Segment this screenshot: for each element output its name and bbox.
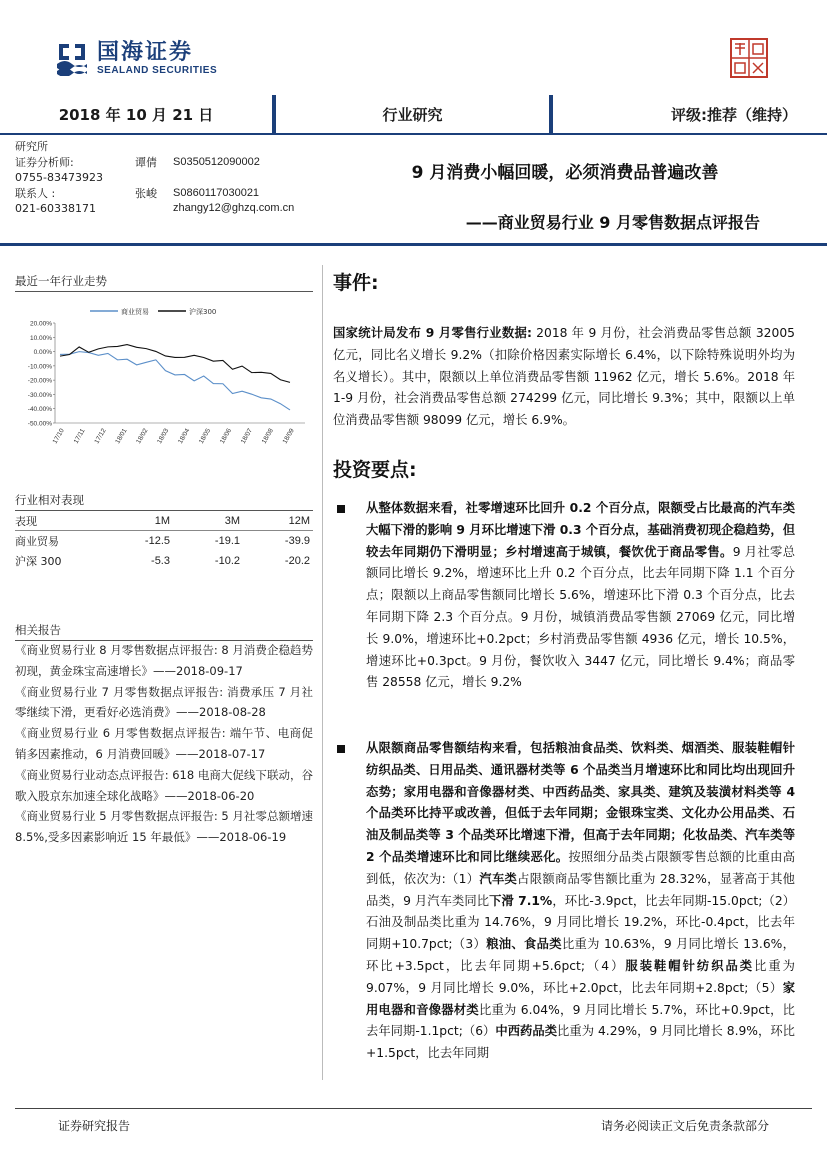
col-header: 1M — [154, 514, 170, 527]
point-1 — [333, 498, 795, 694]
bullet-square-icon — [337, 745, 345, 753]
point-2-text: 按照细分品类占限额零售总额的比重由高到低，依次为:（1） — [366, 849, 795, 886]
col-header: 表现 — [15, 514, 37, 528]
analyst-row — [15, 201, 325, 217]
column-divider — [322, 265, 323, 1080]
point-2-text: 占限额商品零售额比重为 28.32%，显著高于其他品类，9 月汽车类同比 — [366, 871, 795, 908]
point-2-bold-term: 服装鞋帽针纺织品类 — [625, 958, 755, 973]
y-tick-label: 20.00% — [29, 320, 52, 328]
analyst-row — [15, 186, 325, 202]
analyst-info — [15, 139, 325, 217]
cell-3m: -10.2 — [214, 555, 240, 567]
logo-chinese-name: 国海证券 — [97, 39, 194, 65]
footer-divider — [15, 1108, 812, 1109]
y-tick-label: 10.00% — [29, 334, 52, 342]
series-line-hs300 — [60, 345, 290, 383]
analyst-row — [15, 170, 325, 186]
related-reports-list — [15, 640, 313, 848]
point-2-bold-term: 下滑 7.1% — [489, 893, 553, 908]
cell-1m: -5.3 — [151, 555, 170, 567]
point-2-bold-term: 汽车类 — [479, 871, 518, 886]
point-2-text: 比重为 10.63%，9 月同比增长 13.6%，环比+3.5pct，比去年同期+5.6pct;（4） — [366, 937, 795, 973]
x-tick-label: 18/07 — [239, 427, 254, 446]
event-paragraph — [333, 323, 795, 432]
point-1-bold: 从整体数据来看，社零增速环比回升 0.2 个百分点，限额受占比最高的汽车类大幅下滑的影响 9 月环比增速下滑 0.3 个百分点，基础消费初现企稳趋势，但较去年同期仍下滑明显；乡村增速高于城镇，餐饮优于商品零售。 — [366, 501, 795, 559]
col-header: 3M — [224, 514, 240, 527]
x-tick-label: 18/09 — [281, 427, 296, 446]
x-tick-label: 18/03 — [156, 427, 171, 446]
analyst-phone: 021-60338171 — [15, 202, 96, 216]
x-tick-label: 18/02 — [135, 427, 150, 446]
footer-right: 请务必阅读正文后免责条款部分 — [600, 1119, 769, 1133]
legend-label: 沪深300 — [189, 308, 217, 316]
performance-heading: 行业相对表现 — [15, 492, 313, 511]
table-row — [15, 551, 313, 571]
x-tick-label: 17/10 — [51, 427, 66, 446]
analyst-id: S0860117030021 — [173, 186, 260, 199]
table-row — [15, 531, 313, 551]
report-type: 行业研究 — [276, 95, 549, 135]
performance-header-row — [15, 511, 313, 531]
x-tick-label: 18/04 — [177, 427, 192, 446]
cell-12m: -20.2 — [284, 555, 310, 567]
point-2-bold-term: 家用电器和音像器材类 — [366, 980, 795, 1017]
point-1-text: 9 月社零总额同比增长 9.2%，增速环比上升 0.2 个百分点，比去年同期下降 1.1 个百分点；限额以上商品零售额同比增长 5.6%，增速环比下滑 0.3 个百分点，比去年同期下降 2.3 个百分点。9 月份，城镇消费品零售额 27069 亿元，同比增长 9.0%，增速环比+0.2pct；乡村消费品零售额 4936 亿元，增长 10.5%，增速环比+0.3pct。9 月份，餐饮收入 3447 亿元，同比增长 9.4%；商品零售 28558 亿元，增长 9.2% — [366, 544, 795, 690]
event-heading: 事件: — [333, 272, 379, 294]
points-heading: 投资要点: — [333, 459, 417, 481]
rating-label: 评级:推荐（维持） — [553, 95, 827, 135]
related-report-item[interactable]: 《商业贸易行业 8 月零售数据点评报告: 8 月消费企稳趋势初现，黄金珠宝高速增长》——2018-09-17 — [15, 643, 313, 678]
related-report-item[interactable]: 《商业贸易行业动态点评报告: 618 电商大促线下联动，谷歌入股京东加速全球化战略》——2018-06-20 — [15, 767, 313, 803]
x-tick-label: 17/11 — [72, 427, 87, 445]
point-2-text: ，环比-3.9pct，比去年同期-15.0pct;（2）石油及制品类比重为 14.76%，9 月同比增长 19.2%，环比-0.4pct，比去年同期+10.7pct;（3） — [366, 893, 796, 952]
point-2-bold: 从限额商品零售额结构来看，包括粮油食品类、饮料类、烟酒类、服装鞋帽针纺织品类、日用品类、通讯器材类等 6 个品类当月增速环比和同比均出现回升态势；家用电器和音像器材类、中西药品类、家具类、建筑及装潢材料类等 4 个品类环比持平或改善，但低于去年同期；金银珠宝类、文化办公用品类、石油及制品类等 3 个品类环比增速下滑，但高于去年同期；化妆品类、汽车类等 2 个品类增速环比和同比继续恶化。 — [366, 741, 795, 864]
cell-3m: -19.1 — [214, 535, 240, 547]
analyst-name: 谭倩 — [135, 155, 157, 169]
company-logo — [55, 40, 217, 76]
analyst-role: 证券分析师: — [15, 155, 74, 169]
analyst-email[interactable]: zhangy12@ghzq.com.cn — [173, 202, 295, 215]
series-line-commerce — [60, 352, 290, 410]
related-heading: 相关报告 — [15, 622, 313, 641]
col-header: 12M — [288, 514, 310, 527]
legend-label: 商业贸易 — [121, 308, 149, 316]
header-bar — [0, 95, 827, 135]
analyst-phone: 0755-83473923 — [15, 171, 103, 185]
y-tick-label: -30.00% — [27, 391, 52, 399]
point-2-text: 比重为 4.29%，9 月同比增长 8.9%，环比+1.5pct，比去年同期 — [366, 1024, 795, 1061]
related-report-item[interactable]: 《商业贸易行业 7 月零售数据点评报告: 消费承压 7 月社零继续下滑，更看好必选消费》——2018-08-28 — [15, 684, 313, 720]
report-date: 2018 年 10 月 21 日 — [0, 95, 272, 135]
trend-chart — [15, 298, 313, 458]
trend-heading: 最近一年行业走势 — [15, 273, 313, 292]
header-divider — [0, 243, 827, 246]
point-2-text: 比重为 6.04%，9 月同比增长 5.7%，环比+0.9pct，比去年同期-1.1pct;（6） — [366, 1002, 795, 1039]
related-report-item[interactable]: 《商业贸易行业 5 月零售数据点评报告: 5 月社零总额增速 8.5%,受多因素影响近 15 年最低》——2018-06-19 — [15, 809, 313, 845]
row-name: 商业贸易 — [15, 535, 59, 548]
y-tick-label: 0.00% — [33, 349, 52, 357]
analyst-id: S0350512090002 — [173, 155, 260, 168]
y-tick-label: -20.00% — [27, 377, 52, 385]
point-2-bold-term: 粮油、食品类 — [486, 937, 562, 952]
row-name: 沪深 300 — [15, 555, 62, 568]
research-seal-stamp — [730, 38, 768, 78]
point-2-text: 比重为 9.07%，9 月同比增长 9.0%，环比+2.0pct，比去年同期+2.8pct;（5） — [366, 958, 795, 995]
related-report-item[interactable]: 《商业贸易行业 6 月零售数据点评报告: 端午节、电商促销多因素推动，6 月消费回暖》——2018-07-17 — [15, 726, 313, 761]
cell-1m: -12.5 — [144, 535, 170, 547]
x-tick-label: 17/12 — [93, 427, 108, 446]
y-tick-label: -50.00% — [27, 420, 52, 428]
x-tick-label: 18/01 — [114, 427, 129, 446]
footer-left: 证券研究报告 — [58, 1119, 131, 1133]
x-tick-label: 18/08 — [260, 427, 275, 446]
sealand-logo-icon — [55, 40, 89, 76]
event-lead: 国家统计局发布 9 月零售行业数据: — [333, 326, 532, 340]
report-subtitle: ——商业贸易行业 9 月零售数据点评报告 — [465, 213, 760, 232]
y-tick-label: -40.00% — [27, 406, 52, 414]
point-2-bold-term: 中西药品类 — [495, 1024, 558, 1039]
point-2 — [333, 738, 795, 1065]
y-tick-label: -10.00% — [27, 363, 52, 371]
analyst-name: 张峻 — [135, 186, 157, 200]
report-title: 9 月消费小幅回暖，必须消费品普遍改善 — [411, 163, 719, 183]
institute-label: 研究所 — [15, 140, 48, 153]
event-text: 2018 年 9 月份，社会消费品零售总额 32005 亿元，同比名义增长 9.2%（扣除价格因素实际增长 6.4%，以下除特殊说明外均为名义增长）。其中，限额以上单位消费品零售额 11962 亿元，增长 5.6%。2018 年 1-9 月份，社会消费品零售总额 274299 亿元，同比增长 9.3%；其中，限额以上单位消费品零售额 98099 亿元，增长 6.9%。 — [333, 326, 795, 428]
x-tick-label: 18/05 — [197, 427, 213, 446]
x-tick-label: 18/06 — [218, 427, 234, 446]
logo-english-name: SEALAND SECURITIES — [97, 64, 218, 76]
analyst-role: 联系人 : — [15, 186, 56, 200]
analyst-row — [15, 155, 325, 171]
performance-table — [15, 511, 313, 571]
trend-chart-svg — [15, 298, 313, 458]
bullet-square-icon — [337, 505, 345, 513]
cell-12m: -39.9 — [284, 535, 310, 547]
